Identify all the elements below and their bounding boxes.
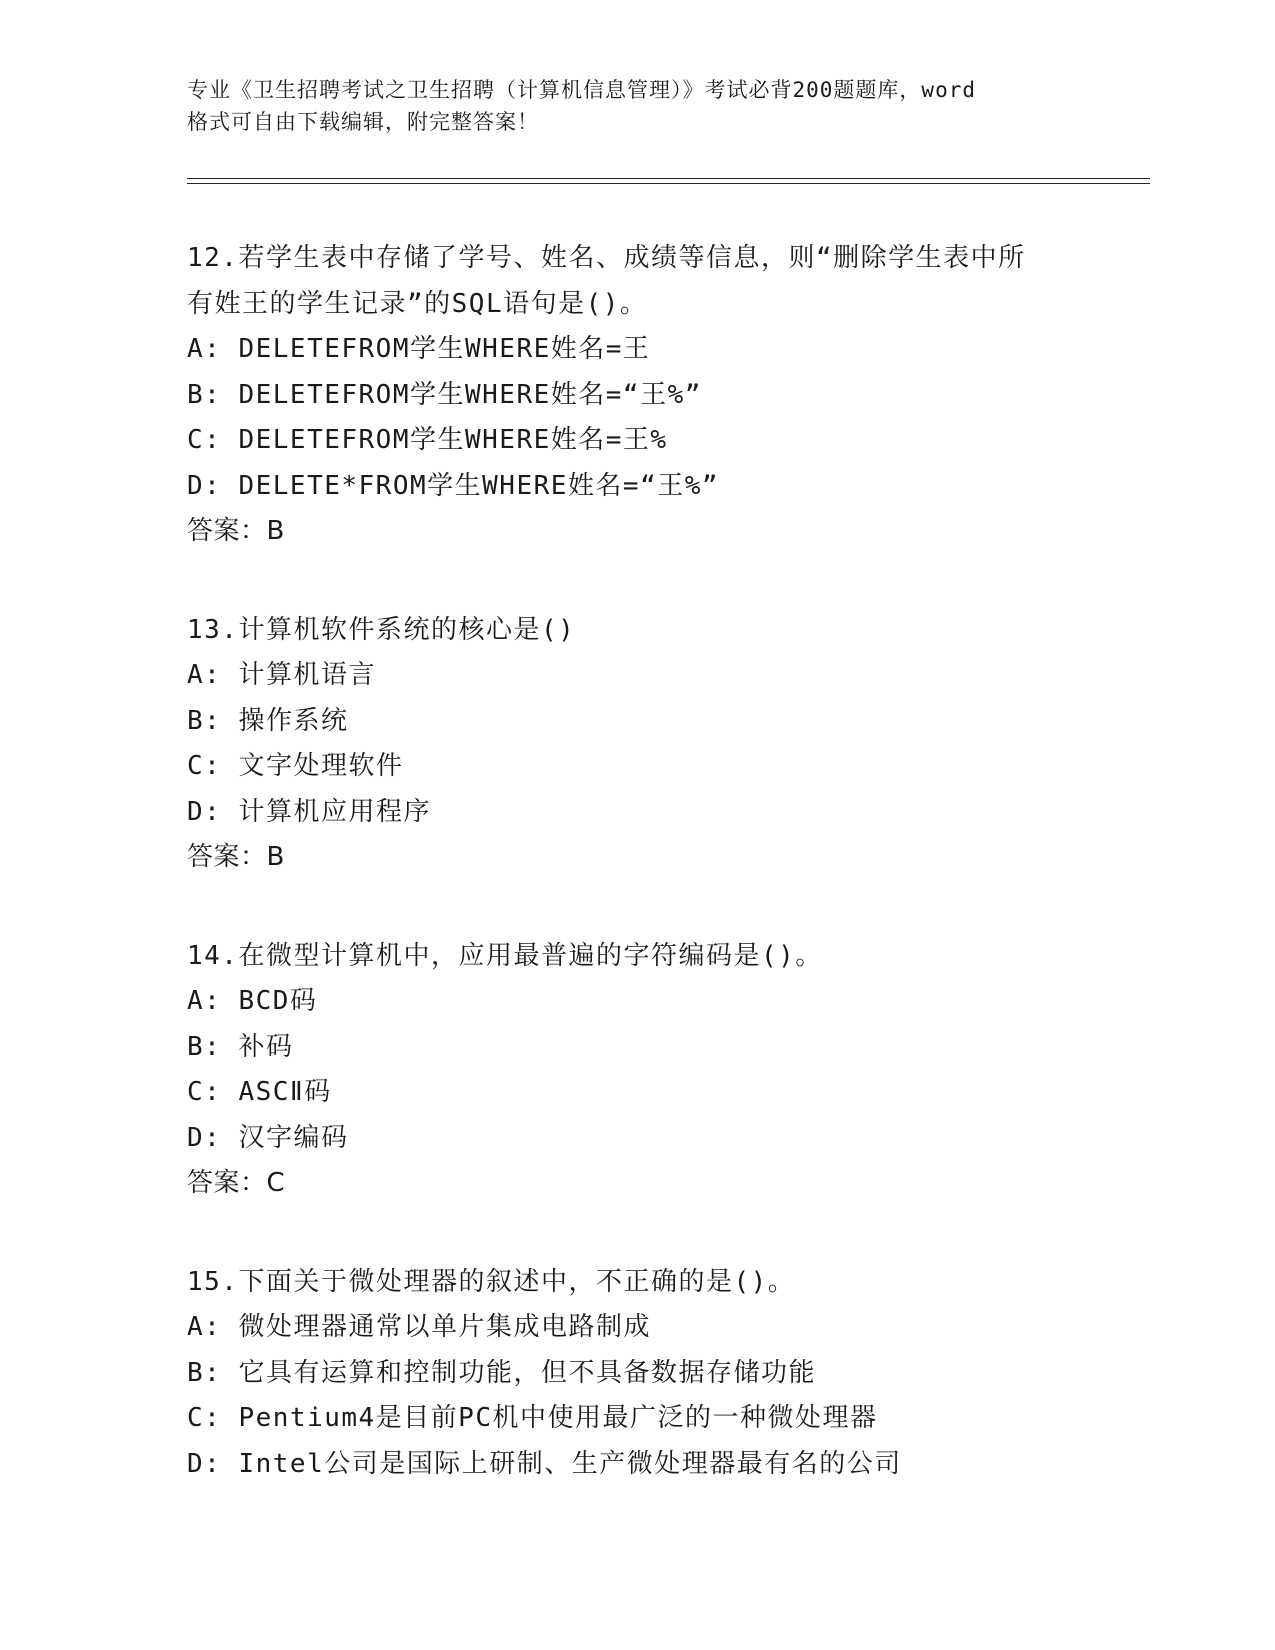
option-c: C: Pentium4是目前PC机中使用最广泛的一种微处理器 xyxy=(187,1403,878,1433)
option-a: A: BCD码 xyxy=(187,986,318,1016)
option-d: D: 计算机应用程序 xyxy=(187,796,431,827)
option-b: B: 操作系统 xyxy=(187,705,349,736)
option-a: A: DELETEFROM学生WHERE姓名=王 xyxy=(187,334,651,364)
option-b: B: 它具有运算和控制功能，但不具备数据存储功能 xyxy=(187,1357,816,1388)
question-stem: 13.计算机软件系统的核心是() xyxy=(187,614,576,645)
question-stem: 12.若学生表中存储了学号、姓名、成绩等信息，则“删除学生表中所 xyxy=(187,243,1026,273)
question-stem: 有姓王的学生记录”的SQL语句是()。 xyxy=(187,288,648,319)
question-13 xyxy=(187,608,1147,881)
question-list xyxy=(187,236,1147,1540)
header-divider-top xyxy=(187,178,1150,179)
header-line: 格式可自由下载编辑，附完整答案！ xyxy=(187,110,539,134)
header-divider-bottom xyxy=(187,183,1150,184)
option-a: A: 微处理器通常以单片集成电路制成 xyxy=(187,1312,651,1342)
option-d: D: 汉字编码 xyxy=(187,1122,349,1153)
document-header xyxy=(187,74,1087,138)
answer: 答案：B xyxy=(187,516,285,546)
option-c: C: ASCⅡ码 xyxy=(187,1077,332,1107)
question-15 xyxy=(187,1260,1147,1488)
option-d: D: Intel公司是国际上研制、生产微处理器最有名的公司 xyxy=(187,1448,902,1479)
question-stem: 14.在微型计算机中，应用最普遍的字符编码是()。 xyxy=(187,940,823,971)
option-b: B: DELETEFROM学生WHERE姓名=“王%” xyxy=(187,379,702,410)
answer: 答案：C xyxy=(187,1168,286,1198)
option-b: B: 补码 xyxy=(187,1031,294,1062)
question-14 xyxy=(187,934,1147,1207)
option-d: D: DELETE*FROM学生WHERE姓名=“王%” xyxy=(187,470,720,501)
question-stem: 15.下面关于微处理器的叙述中，不正确的是()。 xyxy=(187,1266,796,1297)
option-c: C: 文字处理软件 xyxy=(187,751,404,781)
question-12 xyxy=(187,236,1147,555)
option-c: C: DELETEFROM学生WHERE姓名=王% xyxy=(187,425,668,455)
answer: 答案：B xyxy=(187,842,285,872)
option-a: A: 计算机语言 xyxy=(187,660,376,690)
header-line: 专业《卫生招聘考试之卫生招聘（计算机信息管理）》考试必背200题题库，word xyxy=(187,78,976,102)
